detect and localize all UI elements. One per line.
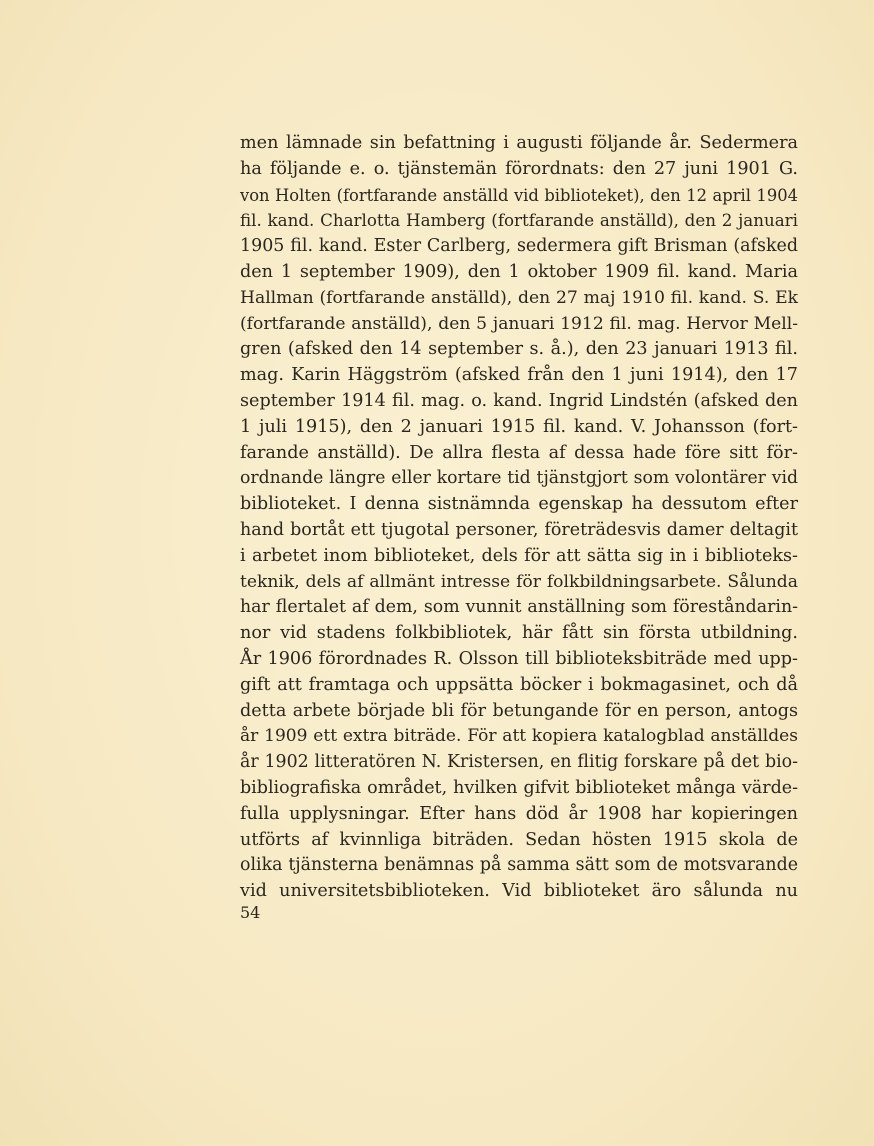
text-line: Hallman (fortfarande anställd), den 27 maj 1910 fil. kand. S. Ek [240, 287, 798, 308]
text-line: bibliografiska området, hvilken gifvit biblioteket många värde- [240, 777, 798, 798]
text-line: detta arbete började bli för betungande för en person, antogs [240, 700, 798, 721]
text-line: År 1906 förordnades R. Olsson till biblioteksbiträde med upp- [240, 648, 798, 669]
text-line: teknik, dels af allmänt intresse för folkbildningsarbete. Sålunda [240, 571, 798, 592]
text-line: utförts af kvinnliga biträden. Sedan hösten 1915 skola de [240, 829, 798, 850]
text-line: fil. kand. Charlotta Hamberg (fortfarande anställd), den 2 januari [240, 210, 798, 231]
text-line: vid universitetsbiblioteken. Vid biblioteket äro sålunda nu [240, 881, 798, 902]
text-line: ha följande e. o. tjänstemän förordnats: den 27 juni 1901 G. [240, 158, 798, 179]
page-number: 54 [240, 903, 261, 922]
text-line: 1905 fil. kand. Ester Carlberg, sedermera gift Brisman (afsked [240, 236, 798, 257]
text-line: den 1 september 1909), den 1 oktober 1909 fil. kand. Maria [240, 261, 798, 282]
text-line: år 1902 litteratören N. Kristersen, en flitig forskare på det bio- [240, 752, 798, 773]
text-line: gift att framtaga och uppsätta böcker i bokmagasinet, och då [240, 674, 798, 695]
text-line: biblioteket. I denna sistnämnda egenskap ha dessutom efter [240, 494, 798, 515]
text-line: år 1909 ett extra biträde. För att kopiera katalogblad anställdes [240, 726, 798, 747]
text-line: olika tjänsterna benämnas på samma sätt som de motsvarande [240, 855, 798, 876]
text-line: fulla upplysningar. Efter hans död år 1908 har kopieringen [240, 803, 798, 824]
text-line: ordnande längre eller kortare tid tjänstgjort som volontärer vid [240, 468, 798, 489]
text-line: men lämnade sin befattning i augusti följande år. Sedermera [240, 133, 798, 153]
body-text [240, 131, 798, 905]
text-line: farande anställd). De allra flesta af dessa hade före sitt för- [240, 442, 798, 463]
text-line: mag. Karin Häggström (afsked från den 1 juni 1914), den 17 [240, 365, 798, 386]
text-line: i arbetet inom biblioteket, dels för att sätta sig in i biblioteks- [240, 545, 798, 566]
text-line: 1 juli 1915), den 2 januari 1915 fil. kand. V. Johansson (fort- [240, 416, 798, 437]
text-line: nor vid stadens folkbibliotek, här fått sin första utbildning. [240, 623, 798, 644]
text-line: (fortfarande anställd), den 5 januari 1912 fil. mag. Hervor Mell- [240, 313, 798, 334]
text-line: september 1914 fil. mag. o. kand. Ingrid Lindstén (afsked den [240, 390, 798, 411]
text-line: gren (afsked den 14 september s. å.), den 23 januari 1913 fil. [240, 339, 798, 360]
text-line: har flertalet af dem, som vunnit anställning som föreståndarin- [240, 597, 798, 618]
text-line: hand bortåt ett tjugotal personer, företrädesvis damer deltagit [240, 519, 798, 540]
text-line: von Holten (fortfarande anställd vid biblioteket), den 12 april 1904 [240, 185, 798, 205]
